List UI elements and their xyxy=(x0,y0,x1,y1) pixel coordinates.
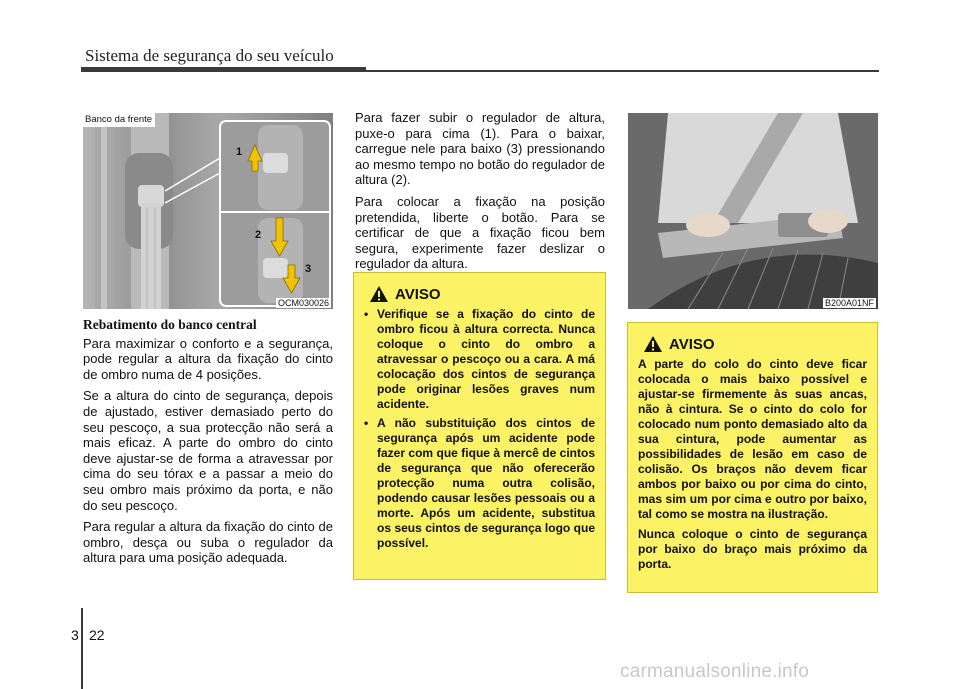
figure-caption: Banco da frente xyxy=(83,113,155,127)
figure-lap-belt xyxy=(628,113,878,309)
callout-1: 1 xyxy=(236,146,243,158)
lap-belt-illustration xyxy=(628,113,878,309)
warning-item: • A não substituição dos cintos de segurança após um acidente pode fazer com que fique à mercê de cintos de segurança que não oferecerão protecção numa outra colisão, podendo causar lesões pessoais ou a morte. Após um acidente, substitua os seus cintos de segurança logo que possível. xyxy=(364,416,595,551)
figure-code: OCM030026 xyxy=(277,298,329,308)
chapter-number: 3 xyxy=(71,627,79,643)
callout-2: 2 xyxy=(255,229,262,241)
paragraph: Para maximizar o conforto e a segurança, pode regular a altura da fixação do cinto de ombro numa de 4 posições. xyxy=(83,335,333,382)
column-1-text xyxy=(83,317,333,572)
header-rule xyxy=(81,70,879,72)
figure-code: B200A01NF xyxy=(824,298,874,308)
warning-header xyxy=(369,285,595,303)
warning-item: • Verifique se a fixação do cinto de ombro ficou à altura correcta. Nunca coloque o cinto do ombro a atravessar o pescoço ou a cara. A má colocação dos cintos de segurança pode originar lesões graves num acidente. xyxy=(364,307,595,412)
figure-belt-height-adjuster xyxy=(83,113,333,309)
page-header-title: Sistema de segurança do seu veículo xyxy=(85,46,334,65)
page-number: 22 xyxy=(89,627,105,643)
belt-adjuster-illustration xyxy=(83,113,333,309)
warning-title: AVISO xyxy=(395,285,441,303)
column-2-text xyxy=(355,110,605,278)
paragraph: Para regular a altura da fixação do cinto de ombro, desça ou suba o regulador da altura para uma posição adequada. xyxy=(83,519,333,566)
warning-paragraph: A parte do colo do cinto deve ficar colocada o mais baixo possível e ajustar-se firmemente às suas ancas, não à cintura. Se o cinto do colo for colocado num ponto demasiado alto da sua cintura, pode aumentar as possibilidades de lesão em caso de colisão. Os braços não devem ficar ambos por baixo ou por cima do cinto, mas sim um por cima e outro por baixo, tal como se mostra na ilustração. xyxy=(638,357,867,521)
warning-header xyxy=(643,335,867,353)
warning-paragraph: Nunca coloque o cinto de segurança por baixo do braço mais próximo da porta. xyxy=(638,527,867,571)
paragraph: Para colocar a fixação na posição pretendida, liberte o botão. Para se certificar de que a fixação ficou bem segura, experimente fazer deslizar o regulador da altura. xyxy=(355,193,605,272)
callout-3: 3 xyxy=(305,263,312,275)
warning-box-1 xyxy=(353,272,606,580)
footer-rule xyxy=(81,608,83,689)
watermark: carmanualsonline.info xyxy=(620,661,810,682)
warning-triangle-icon xyxy=(643,335,663,353)
warning-box-2 xyxy=(627,322,878,593)
warning-triangle-icon xyxy=(369,285,389,303)
paragraph: Se a altura do cinto de segurança, depois de ajustado, estiver demasiado perto do seu pescoço, a sua protecção não será a mais eficaz. A parte do ombro do cinto deve ajustar-se de forma a atravessar por cima do seu tórax e a passar a meio do seu ombro mais próximo da porta, e não do seu pescoço. xyxy=(83,388,333,513)
warning-list xyxy=(364,307,595,551)
paragraph: Para fazer subir o regulador de altura, puxe-o para cima (1). Para o baixar, carregue nele para baixo (3) pressionando ao mesmo tempo no botão do regulador de altura (2). xyxy=(355,110,605,188)
section-subheading: Rebatimento do banco central xyxy=(83,317,257,332)
warning-title: AVISO xyxy=(669,335,715,353)
